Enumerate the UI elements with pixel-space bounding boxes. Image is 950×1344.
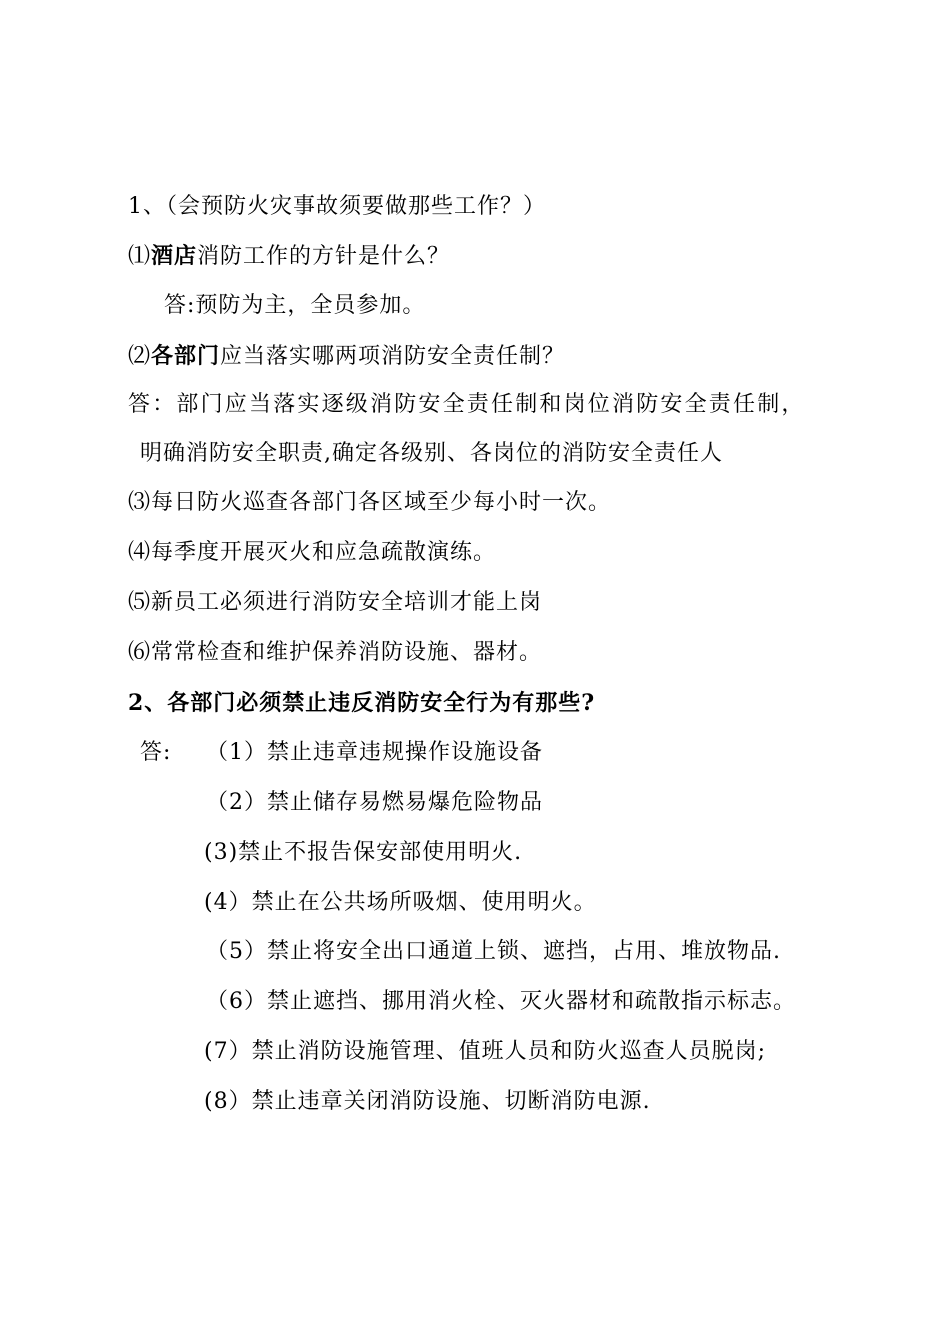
question-2-text: 应当落实哪两项消防安全责任制？ xyxy=(220,344,566,369)
prohibition-item: (8）禁止违章关闭消防设施、切断消防电源. xyxy=(204,1089,651,1114)
question-2-number: ⑵ xyxy=(128,344,152,369)
section2-heading: 2、各部门必须禁止违反消防安全行为有那些? xyxy=(128,690,596,716)
answer-1: 答:预防为主，全员参加。 xyxy=(164,293,426,318)
answer-2-line-2: 明确消防安全职责,确定各级别、各岗位的消防安全责任人 xyxy=(140,441,723,466)
question-1-bold: 酒店 xyxy=(151,243,198,269)
prohibition-item: (7）禁止消防设施管理、值班人员和防火巡查人员脱岗; xyxy=(204,1039,766,1064)
question-2 xyxy=(128,341,565,372)
answer-2-line-1: 答：部门应当落实逐级消防安全责任制和岗位消防安全责任制， xyxy=(128,392,806,417)
prohibition-item: （6）禁止遮挡、挪用消火栓、灭火器材和疏散指示标志。 xyxy=(206,989,796,1014)
section1-heading: 1、（会预防火灾事故须要做那些工作？） xyxy=(128,194,546,219)
prohibition-item: （5）禁止将安全出口通道上锁、遮挡，占用、堆放物品. xyxy=(206,939,781,964)
prohibition-item: （2）禁止储存易燃易爆危险物品 xyxy=(206,790,543,815)
question-2-bold: 各部门 xyxy=(151,343,221,369)
section2-answer-label: 答: xyxy=(140,740,172,765)
list-item: ⑶每日防火巡查各部门各区域至少每小时一次。 xyxy=(128,490,612,515)
list-item: ⑷每季度开展灭火和应急疏散演练。 xyxy=(128,540,497,565)
list-item: ⑹常常检查和维护保养消防设施、器材。 xyxy=(128,640,543,665)
question-1-text: 消防工作的方针是什么？ xyxy=(197,244,451,269)
question-1 xyxy=(128,241,450,272)
prohibition-item: (4）禁止在公共场所吸烟、使用明火。 xyxy=(204,890,597,915)
list-item: ⑸新员工必须进行消防安全培训才能上岗 xyxy=(128,590,543,615)
prohibition-item: （1）禁止违章违规操作设施设备 xyxy=(206,740,543,765)
question-1-number: ⑴ xyxy=(128,244,152,269)
prohibition-item: (3)禁止不报告保安部使用明火. xyxy=(204,840,523,865)
